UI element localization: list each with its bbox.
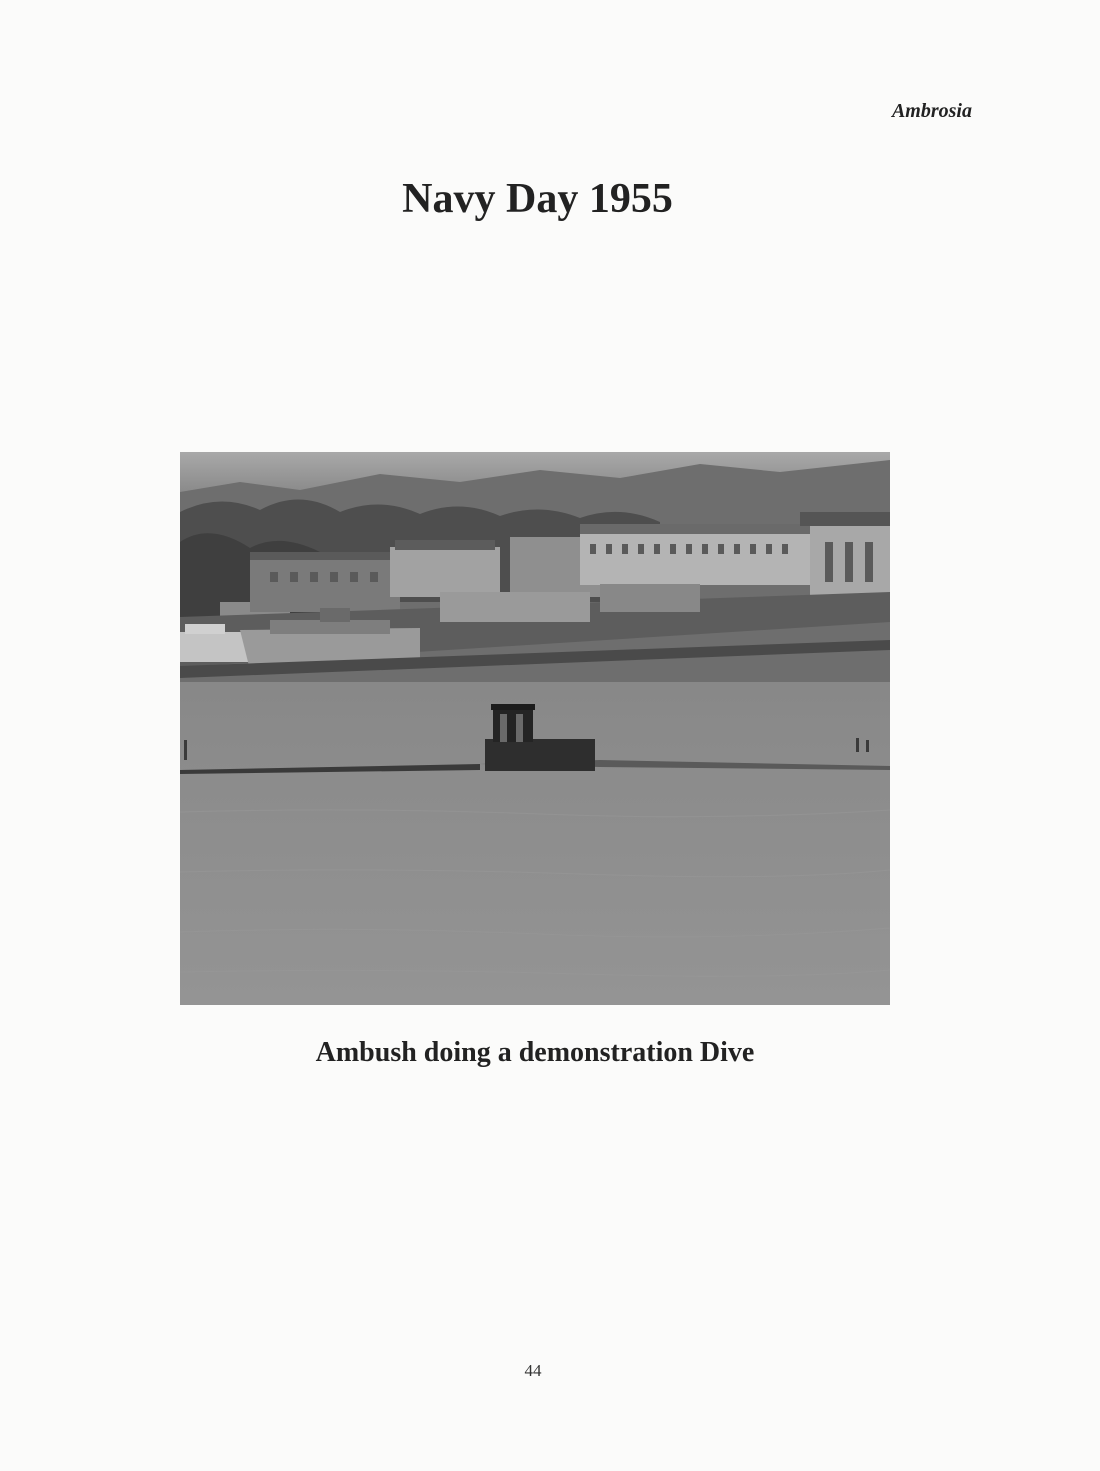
town-background <box>180 452 890 682</box>
page-number: 44 <box>524 1361 542 1380</box>
page-title: Navy Day 1955 <box>402 176 673 222</box>
running-head: Ambrosia <box>891 100 972 122</box>
photo-caption: Ambush doing a demonstration Dive <box>315 1037 755 1068</box>
photo-image <box>180 452 890 1005</box>
photograph <box>180 452 890 1005</box>
